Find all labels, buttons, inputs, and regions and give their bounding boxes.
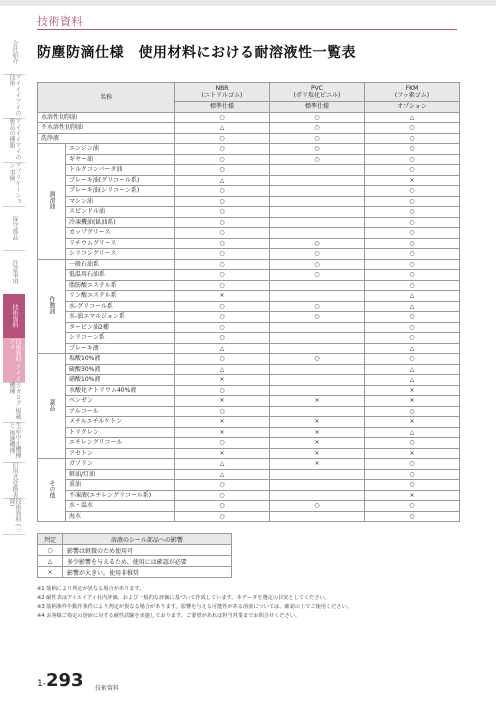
resistance-mark: ○: [270, 154, 365, 165]
resistance-mark: [270, 196, 365, 207]
resistance-mark: ×: [365, 385, 460, 396]
solution-name: 硫酸30%液: [66, 364, 175, 375]
solution-name: 洗浄液: [38, 133, 175, 144]
resistance-mark: ○: [365, 154, 460, 165]
resistance-mark: ○: [175, 133, 270, 144]
solution-name: ガソリン: [66, 459, 175, 470]
resistance-mark: ○: [175, 259, 270, 270]
resistance-mark: ×: [270, 417, 365, 428]
legend-symbol: △: [38, 556, 63, 567]
resistance-mark: ○: [175, 270, 270, 281]
resistance-mark: ×: [365, 175, 460, 186]
solvent-resistance-table: [37, 82, 460, 522]
resistance-mark: ○: [175, 501, 270, 512]
table-row: [38, 469, 460, 480]
solution-name: 海水: [66, 511, 175, 522]
solution-name: タービン油2種: [66, 322, 175, 333]
resistance-mark: ○: [365, 480, 460, 491]
table-row: [38, 228, 460, 239]
resistance-mark: ○: [270, 354, 365, 365]
table-row: [38, 301, 460, 312]
resistance-mark: ○: [270, 144, 365, 155]
legend-symbol: ○: [38, 545, 63, 556]
spec-nbr: 標準仕様: [175, 102, 270, 113]
table-row: [38, 459, 460, 470]
resistance-mark: ○: [270, 123, 365, 134]
category-label: 薬品: [38, 354, 66, 459]
table-row: [38, 144, 460, 155]
category-label: その他: [38, 459, 66, 522]
resistance-mark: △: [365, 427, 460, 438]
resistance-mark: [270, 333, 365, 344]
solution-name: 水-グリコール系: [66, 301, 175, 312]
solution-name: トルクコンバータ油: [66, 165, 175, 176]
resistance-mark: ○: [270, 501, 365, 512]
resistance-mark: △: [175, 123, 270, 134]
solution-name: ギヤー油: [66, 154, 175, 165]
solution-name: シリコーン系: [66, 333, 175, 344]
resistance-mark: [270, 364, 365, 375]
resistance-mark: ○: [270, 259, 365, 270]
table-row: [38, 249, 460, 260]
resistance-mark: [270, 165, 365, 176]
legend-desc-header: 溶液のシール部品への影響: [63, 534, 232, 545]
table-row: [38, 238, 460, 249]
resistance-mark: ○: [175, 280, 270, 291]
solution-name: ブレーキ油(シリコーン系): [66, 186, 175, 197]
resistance-mark: ○: [365, 249, 460, 260]
solution-name: ブレーキ液: [66, 343, 175, 354]
resistance-mark: ○: [365, 459, 460, 470]
resistance-mark: ○: [365, 133, 460, 144]
col-header-nbr: NBR (ニトリルゴム): [175, 83, 270, 102]
resistance-mark: ○: [175, 406, 270, 417]
resistance-mark: △: [175, 175, 270, 186]
solution-name: ベンゼン: [66, 396, 175, 407]
resistance-mark: ○: [175, 301, 270, 312]
note: ※4 お客様ご指定の溶液に対する耐性試験を実施しております。ご要望があれば担当営業までお問合せください。: [37, 613, 301, 619]
legend-desc: 影響は軽微のため使用可: [63, 545, 232, 556]
table-row: [38, 396, 460, 407]
resistance-mark: ○: [365, 259, 460, 270]
table-row: [38, 333, 460, 344]
resistance-mark: ○: [365, 312, 460, 323]
table-row: [38, 511, 460, 522]
solution-name: 水・温水: [66, 501, 175, 512]
resistance-mark: ×: [270, 448, 365, 459]
resistance-mark: △: [175, 343, 270, 354]
solution-name: エチレングリコール: [66, 438, 175, 449]
legend-symbol: ×: [38, 567, 63, 578]
resistance-mark: ○: [365, 270, 460, 281]
resistance-mark: ○: [365, 406, 460, 417]
resistance-mark: [270, 385, 365, 396]
resistance-mark: [270, 406, 365, 417]
resistance-mark: ×: [365, 396, 460, 407]
legend-desc: 影響が大きい。使用非推奨: [63, 567, 232, 578]
title-rule: [37, 29, 457, 30]
legend-desc: 多少影響を与えるため、使用には確認が必要: [63, 556, 232, 567]
solution-name: カップグリース: [66, 228, 175, 239]
resistance-mark: ○: [270, 270, 365, 281]
resistance-mark: ○: [270, 238, 365, 249]
note: ※1 筋柄により判定が異なる場合があります。: [37, 586, 145, 592]
resistance-mark: ○: [365, 165, 460, 176]
solution-name: 不凍液(エチレングリコール系): [66, 490, 175, 501]
table-row: [38, 364, 460, 375]
resistance-mark: ○: [365, 207, 460, 218]
side-tab-label: 会社紹介: [11, 40, 18, 64]
table-row: [38, 312, 460, 323]
side-tab-label: 技術資料 (三陸): [8, 498, 21, 533]
resistance-mark: [270, 217, 365, 228]
resistance-mark: ○: [365, 186, 460, 197]
side-tab-label: 技術資料: [11, 304, 18, 328]
resistance-mark: ×: [175, 427, 270, 438]
top-bar: [0, 0, 496, 6]
table-row: [38, 207, 460, 218]
resistance-mark: ×: [270, 396, 365, 407]
resistance-mark: ×: [270, 438, 365, 449]
table-row: [38, 427, 460, 438]
solution-name: 低温用石油系: [66, 270, 175, 281]
solution-name: シリコングリース: [66, 249, 175, 260]
side-tab[interactable]: [3, 498, 25, 535]
resistance-mark: ○: [365, 280, 460, 291]
spec-pvc: 標準仕様: [270, 102, 365, 113]
solution-name: 一般石油系: [66, 259, 175, 270]
table-row: [38, 385, 460, 396]
resistance-mark: ○: [175, 249, 270, 260]
resistance-mark: ×: [175, 396, 270, 407]
side-tab[interactable]: [3, 206, 25, 251]
resistance-mark: △: [175, 364, 270, 375]
solution-name: リン酸エステル系: [66, 291, 175, 302]
resistance-mark: ○: [175, 112, 270, 123]
side-tab-label: 注意事項: [11, 260, 18, 284]
resistance-mark: ×: [175, 291, 270, 302]
side-tab[interactable]: [3, 338, 25, 383]
solution-name: 脂肪酸エステル系: [66, 280, 175, 291]
solution-name: 水溶性切削油: [38, 112, 175, 123]
side-tab-label: アイイイアイの 技術: [8, 74, 21, 116]
resistance-mark: △: [365, 375, 460, 386]
table-row: [38, 354, 460, 365]
note: ※2 耐性表はアイエイアイ社内評価、および一般的な評価に基づいて作成しています。本データを選定の目安としてください。: [37, 595, 330, 601]
resistance-mark: ○: [175, 354, 270, 365]
side-tab[interactable]: [3, 462, 25, 499]
solution-name: 冷凍機油(鉱油系): [66, 217, 175, 228]
table-row: [38, 270, 460, 281]
table-row: [38, 322, 460, 333]
resistance-mark: ○: [175, 385, 270, 396]
spec-fkm: オプション: [365, 102, 460, 113]
side-tab[interactable]: [3, 162, 25, 207]
table-row: [38, 259, 460, 270]
resistance-mark: ×: [365, 490, 460, 501]
solution-name: エンジン油: [66, 144, 175, 155]
side-tab-label: 技術資料 アイイアイ: [8, 338, 21, 382]
side-tab[interactable]: [3, 250, 25, 295]
resistance-mark: ○: [175, 490, 270, 501]
resistance-mark: ○: [365, 217, 460, 228]
solution-name: アルコール: [66, 406, 175, 417]
legend-symbol-header: 判定: [38, 534, 63, 545]
resistance-mark: [270, 469, 365, 480]
solution-name: リチウムグリース: [66, 238, 175, 249]
resistance-mark: △: [365, 364, 460, 375]
side-tab-label: 生産中止機種と 後継機種: [8, 422, 21, 458]
resistance-mark: ○: [365, 333, 460, 344]
resistance-mark: ○: [365, 238, 460, 249]
side-tab-label: カタログ 掲載機種: [8, 382, 21, 420]
section-title: 技術資料: [37, 15, 83, 28]
resistance-mark: ×: [365, 417, 460, 428]
resistance-mark: ○: [175, 154, 270, 165]
solution-name: 水-油エマルジョン系: [66, 312, 175, 323]
resistance-mark: △: [365, 301, 460, 312]
note: ※3 筋柄条件や動作条件により判定が異なる場合があります。影響を与える可能性がある溶液については、確認の上でご使用ください。: [37, 604, 352, 610]
side-tab[interactable]: [3, 118, 25, 163]
resistance-mark: ○: [175, 511, 270, 522]
resistance-mark: ○: [175, 144, 270, 155]
resistance-mark: △: [365, 343, 460, 354]
resistance-mark: ○: [365, 469, 460, 480]
table-row: [38, 438, 460, 449]
col-header-pvc: PVC (ポリ塩化ビニル): [270, 83, 365, 102]
solution-name: 硝酸10%液: [66, 375, 175, 386]
resistance-mark: [270, 343, 365, 354]
name-header: 名称: [38, 83, 175, 113]
resistance-mark: ○: [175, 238, 270, 249]
resistance-mark: ○: [175, 165, 270, 176]
category-label: 作動油: [38, 259, 66, 354]
table-row: [38, 112, 460, 123]
table-row: [38, 186, 460, 197]
resistance-mark: ×: [365, 448, 460, 459]
solution-name: マシン油: [66, 196, 175, 207]
solution-name: 水酸化ナトリウム40%液: [66, 385, 175, 396]
side-tab-label: 旧形式変換表: [11, 462, 18, 498]
resistance-mark: [270, 490, 365, 501]
solution-name: スピンドル油: [66, 207, 175, 218]
table-row: [38, 217, 460, 228]
side-tab[interactable]: [3, 30, 25, 75]
resistance-mark: ○: [270, 312, 365, 323]
solution-name: 重油: [66, 480, 175, 491]
table-row: [38, 490, 460, 501]
resistance-mark: △: [175, 469, 270, 480]
resistance-mark: [270, 207, 365, 218]
solution-name: アセトン: [66, 448, 175, 459]
resistance-mark: ×: [270, 427, 365, 438]
resistance-mark: △: [365, 112, 460, 123]
resistance-mark: ○: [365, 196, 460, 207]
table-row: [38, 196, 460, 207]
solution-name: ブレーキ油(グリコール系): [66, 175, 175, 186]
table-row: [38, 175, 460, 186]
resistance-mark: [270, 511, 365, 522]
table-row: [38, 343, 460, 354]
side-tab[interactable]: [3, 294, 25, 339]
resistance-mark: ○: [175, 333, 270, 344]
resistance-mark: ○: [175, 312, 270, 323]
table-row: [38, 448, 460, 459]
solution-name: 不水溶性切削油: [38, 123, 175, 134]
table-row: [38, 133, 460, 144]
resistance-mark: ○: [270, 249, 365, 260]
table-row: [38, 375, 460, 386]
resistance-mark: [270, 322, 365, 333]
resistance-mark: △: [365, 291, 460, 302]
resistance-mark: ○: [175, 207, 270, 218]
resistance-mark: ×: [175, 417, 270, 428]
resistance-mark: ○: [270, 301, 365, 312]
resistance-mark: △: [175, 459, 270, 470]
resistance-mark: [270, 291, 365, 302]
resistance-mark: ○: [175, 438, 270, 449]
resistance-mark: ○: [175, 322, 270, 333]
resistance-mark: ○: [175, 480, 270, 491]
resistance-mark: ○: [365, 438, 460, 449]
resistance-mark: [270, 375, 365, 386]
resistance-mark: ×: [175, 375, 270, 386]
category-label: 潤滑油: [38, 144, 66, 260]
solution-name: メチルエチルケトン: [66, 417, 175, 428]
page-number: 1-293: [37, 670, 84, 691]
side-tab[interactable]: [3, 382, 25, 423]
resistance-mark: ○: [175, 186, 270, 197]
table-row: [38, 165, 460, 176]
resistance-mark: ○: [365, 228, 460, 239]
resistance-mark: ○: [175, 228, 270, 239]
resistance-mark: ○: [365, 322, 460, 333]
solution-name: トリクレン: [66, 427, 175, 438]
resistance-mark: [270, 480, 365, 491]
side-tab-label: アイイイアイの 製品の種類: [8, 118, 21, 160]
page-label: 技術資料: [95, 685, 120, 692]
table-row: [38, 123, 460, 134]
resistance-mark: [270, 280, 365, 291]
side-tab[interactable]: [3, 422, 25, 463]
side-tab-label: 保守部品: [11, 216, 18, 240]
resistance-mark: ○: [365, 144, 460, 155]
resistance-mark: ×: [175, 448, 270, 459]
resistance-mark: ○: [365, 354, 460, 365]
legend-table: [37, 533, 232, 578]
table-row: [38, 291, 460, 302]
side-tab[interactable]: [3, 74, 25, 119]
resistance-mark: ○: [365, 123, 460, 134]
resistance-mark: ○: [365, 501, 460, 512]
resistance-mark: ○: [365, 511, 460, 522]
resistance-mark: ○: [270, 112, 365, 123]
table-row: [38, 480, 460, 491]
resistance-mark: ×: [270, 459, 365, 470]
table-row: [38, 417, 460, 428]
resistance-mark: ○: [175, 217, 270, 228]
resistance-mark: [270, 186, 365, 197]
resistance-mark: ○: [270, 133, 365, 144]
resistance-mark: ○: [175, 196, 270, 207]
solution-name: 塩酸10%液: [66, 354, 175, 365]
table-row: [38, 501, 460, 512]
table-row: [38, 154, 460, 165]
table-row: [38, 280, 460, 291]
solution-name: 軽油/灯油: [66, 469, 175, 480]
col-header-fkm: FKM (フッ素ゴム): [365, 83, 460, 102]
side-tab-label: アプリケーション 事例: [8, 162, 21, 204]
page-title: 防塵防滴仕様 使用材料における耐溶液性一覧表: [37, 45, 356, 61]
notes: [37, 585, 352, 621]
resistance-mark: [270, 175, 365, 186]
resistance-mark: [270, 228, 365, 239]
table-row: [38, 406, 460, 417]
